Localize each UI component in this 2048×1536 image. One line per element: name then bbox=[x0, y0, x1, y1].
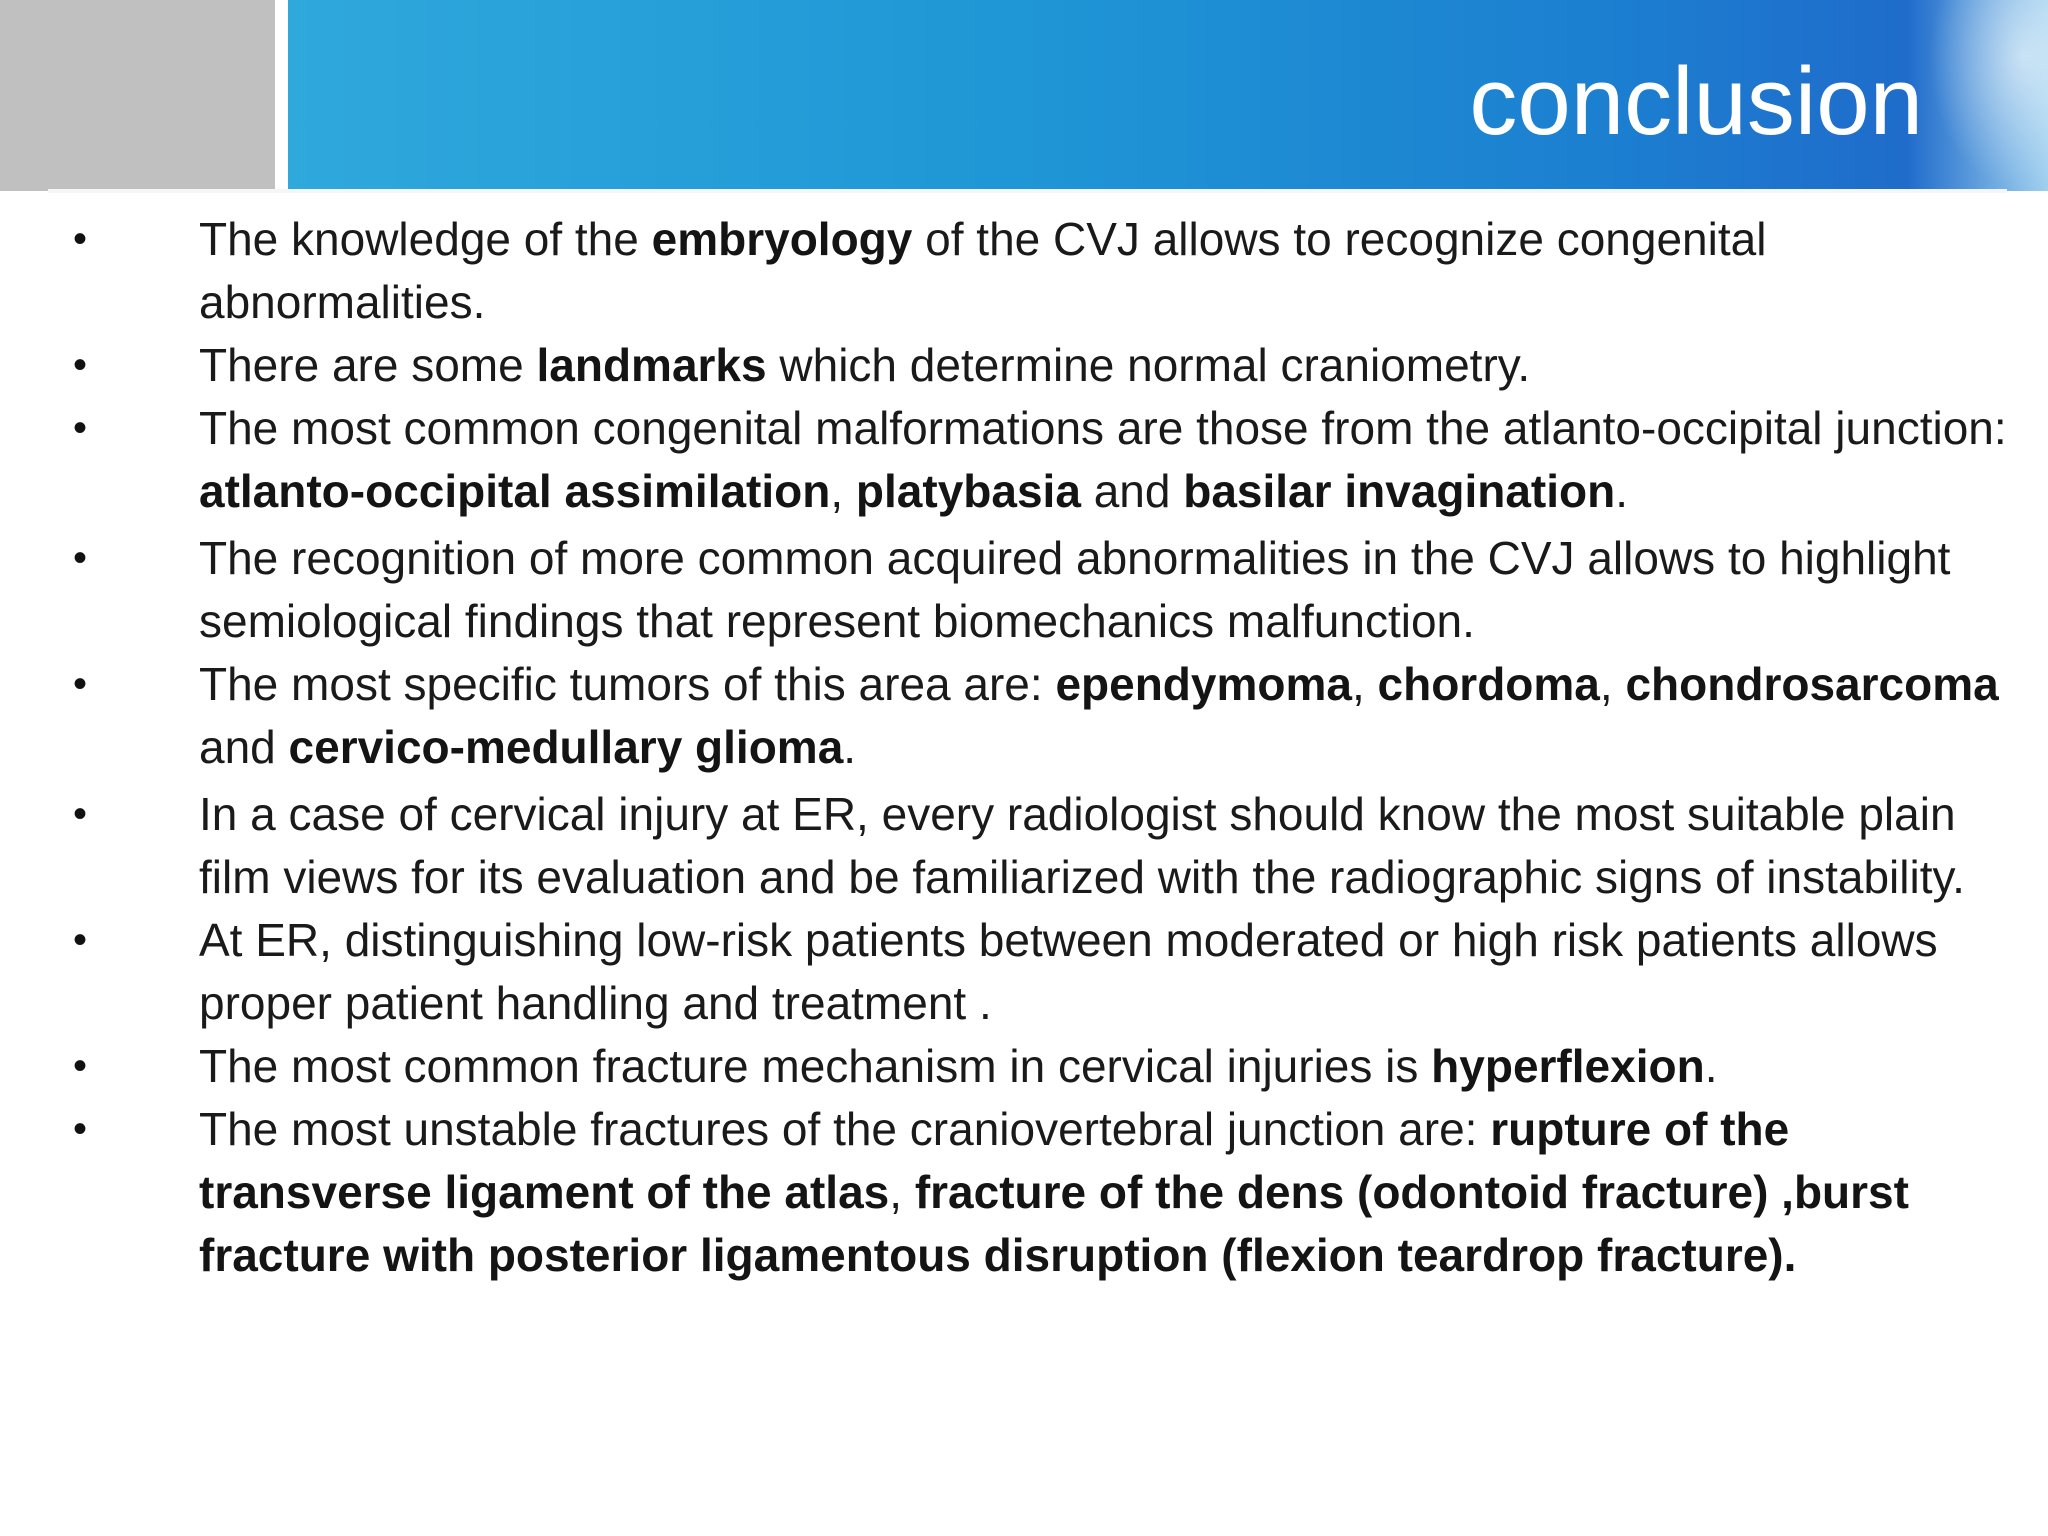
header-divider bbox=[48, 189, 2007, 193]
text-run: The most common congenital malformations are those from the atlanto-occipital junction: bbox=[199, 402, 2007, 454]
text-run: The most common fracture mechanism in cervical injuries is bbox=[199, 1040, 1432, 1092]
text-run: and bbox=[199, 721, 289, 773]
bullet-dot-icon: • bbox=[73, 406, 88, 450]
text-run: There are some bbox=[199, 339, 537, 391]
text-run: . bbox=[1615, 465, 1629, 517]
bullet-text bbox=[199, 1103, 1909, 1281]
bold-term: cervico-medullary glioma bbox=[288, 721, 844, 773]
bullet-item bbox=[0, 208, 2048, 334]
bullet-text bbox=[199, 788, 1965, 903]
text-run: At ER, distinguishing low-risk patients between moderated or high risk patients allows proper patient handling and treatment . bbox=[199, 914, 1938, 1029]
bullet-dot-icon: • bbox=[73, 1044, 88, 1088]
title-banner bbox=[288, 0, 2048, 191]
bullet-text bbox=[199, 532, 1950, 647]
bullet-item bbox=[0, 397, 2048, 523]
bullet-item bbox=[0, 1098, 2048, 1287]
bold-term: chondrosarcoma bbox=[1625, 658, 1999, 710]
bullet-text bbox=[199, 658, 1999, 773]
bullet-text bbox=[199, 1040, 1717, 1092]
text-run: , bbox=[1351, 658, 1378, 710]
bold-term: chordoma bbox=[1377, 658, 1600, 710]
bold-term: hyperflexion bbox=[1431, 1040, 1705, 1092]
text-run: , bbox=[830, 465, 856, 517]
text-run: and bbox=[1080, 465, 1184, 517]
bullet-item bbox=[0, 334, 2048, 397]
text-run: The most unstable fractures of the craniovertebral junction are: bbox=[199, 1103, 1491, 1155]
bullet-dot-icon: • bbox=[73, 662, 88, 706]
corner-gray-block bbox=[0, 0, 275, 191]
bold-term: platybasia bbox=[855, 465, 1081, 517]
text-run: The knowledge of the bbox=[199, 213, 652, 265]
bold-term: ependymoma bbox=[1055, 658, 1352, 710]
bullet-item bbox=[0, 909, 2048, 1035]
slide-content bbox=[0, 208, 2048, 1287]
text-run: which determine normal craniometry. bbox=[766, 339, 1531, 391]
bullet-dot-icon: • bbox=[73, 536, 88, 580]
bullet-dot-icon: • bbox=[73, 792, 88, 836]
bullet-dot-icon: • bbox=[73, 343, 88, 387]
text-run: The most specific tumors of this area are: bbox=[199, 658, 1056, 710]
bold-term: atlanto-occipital assimilation bbox=[199, 465, 831, 517]
slide-title: conclusion bbox=[1469, 48, 1923, 155]
text-run: , bbox=[1599, 658, 1626, 710]
bullet-text bbox=[199, 339, 1530, 391]
bullet-item bbox=[0, 653, 2048, 779]
bullet-text bbox=[199, 914, 1938, 1029]
bold-term: embryology bbox=[651, 213, 913, 265]
bullet-item bbox=[0, 783, 2048, 909]
bold-term: basilar invagination bbox=[1183, 465, 1616, 517]
bold-term: landmarks bbox=[536, 339, 767, 391]
text-run: In a case of cervical injury at ER, every radiologist should know the most suitable plain film views for its evaluation and be familiarized with the radiographic signs of instability. bbox=[199, 788, 1965, 903]
text-run: of the CVJ allows to recognize congenital abnormalities. bbox=[199, 213, 1767, 328]
bullet-dot-icon: • bbox=[73, 1107, 88, 1151]
bullet-dot-icon: • bbox=[73, 918, 88, 962]
bold-term: rupture of the transverse ligament of the atlas bbox=[199, 1103, 1790, 1218]
text-run: . bbox=[1704, 1040, 1718, 1092]
bullet-text bbox=[199, 402, 2007, 517]
conclusion-list bbox=[0, 208, 2048, 1287]
bullet-dot-icon: • bbox=[73, 217, 88, 261]
bold-term: fracture of the dens (odontoid fracture) ,burst fracture with posterior ligamentous disruption (flexion teardrop fracture). bbox=[199, 1166, 1909, 1281]
text-run: , bbox=[889, 1166, 915, 1218]
bullet-item bbox=[0, 527, 2048, 653]
bullet-item bbox=[0, 1035, 2048, 1098]
text-run: The recognition of more common acquired abnormalities in the CVJ allows to highlight semiological findings that represent biomechanics malfunction. bbox=[199, 532, 1951, 647]
text-run: . bbox=[843, 721, 857, 773]
bullet-text bbox=[199, 213, 1766, 328]
